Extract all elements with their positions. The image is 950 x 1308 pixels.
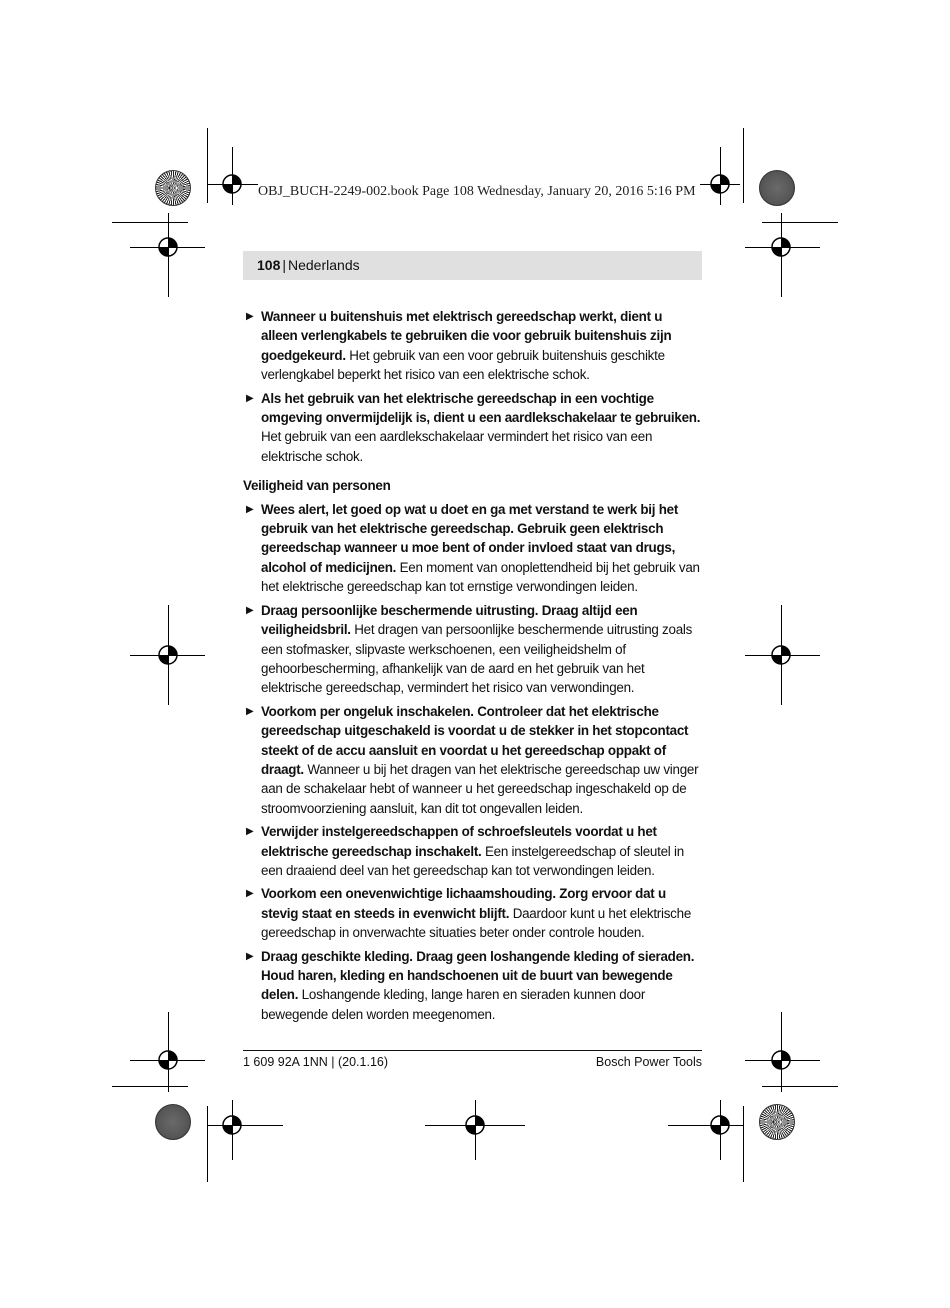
crop-mark — [762, 222, 838, 223]
registration-mark-icon — [461, 1111, 489, 1139]
page-header — [243, 251, 702, 280]
crop-mark — [112, 1086, 188, 1087]
item-lead: Voorkom per ongeluk inschakelen. Controleer dat het elektrische gereedschap uitgeschakeld is voordat u de stekker in het stopcontact steekt of de accu aansluit en voordat u het gereedschap oppakt of draagt. — [261, 703, 689, 777]
page-footer — [243, 1050, 702, 1071]
sunburst-target-icon — [759, 1104, 795, 1140]
crop-mark — [207, 128, 208, 203]
item-text: Loshangende kleding, lange haren en sieraden kunnen door bewegende delen worden meegenomen. — [261, 987, 646, 1022]
registration-mark-icon — [154, 641, 182, 669]
crop-mark — [112, 222, 188, 223]
section-name: Nederlands — [288, 257, 360, 273]
registration-mark-icon — [706, 170, 734, 198]
item-text: Het dragen van persoonlijke beschermende uitrusting zoals een stofmasker, slipvaste werkschoenen, een veiligheidshelm of gehoorbescherming, afhankelijk van de aard en het gebruik van het elektrische gereedschap, vermindert het risico van verwondingen. — [261, 622, 693, 696]
crop-mark — [762, 1086, 838, 1087]
registration-mark-icon — [218, 1111, 246, 1139]
list-item — [243, 947, 702, 1025]
item-text: Het gebruik van een voor gebruik buitenshuis geschikte verlengkabel beperkt het risico van een elektrische schok. — [261, 347, 665, 383]
item-lead: Draag geschikte kleding. Draag geen loshangende kleding of sieraden. Houd haren, kleding en handschoenen uit de buurt van bewegende delen. — [261, 948, 695, 1003]
item-text: Daardoor kunt u het elektrische gereedschap in onverwachte situaties beter onder controle houden. — [261, 905, 692, 941]
item-lead: Voorkom een onevenwichtige lichaamshouding. Zorg ervoor dat u stevig staat en steeds in evenwicht blijft. — [261, 886, 666, 921]
triangle-right-icon: ▶ — [246, 503, 254, 515]
item-lead: Wanneer u buitenshuis met elektrisch gereedschap werkt, dient u alleen verlengkabels te gebruiken die voor gebruik buitenshuis zijn goedgekeurd. — [261, 309, 672, 363]
grey-target-icon — [759, 170, 795, 206]
page-number: 108 — [257, 257, 281, 273]
triangle-right-icon: ▶ — [246, 826, 254, 838]
item-text: Wanneer u bij het dragen van het elektrische gereedschap uw vinger aan de schakelaar hebt of wanneer u het gereedschap ingeschakeld op de stroomvoorziening aansluit, kan dit tot ongevallen leiden. — [261, 761, 699, 816]
triangle-right-icon: ▶ — [246, 311, 254, 322]
item-lead: Verwijder instelgereedschappen of schroefsleutels voordat u het elektrische gereedschap inschakelt. — [261, 824, 657, 859]
page-content — [243, 307, 702, 1028]
section-heading: Veiligheid van personen — [243, 478, 391, 494]
item-text: Een instelgereedschap of sleutel in een draaiend deel van het gereedschap kan tot verwondingen leiden. — [261, 843, 684, 878]
footer-brand: Bosch Power Tools — [595, 1055, 702, 1069]
triangle-right-icon: ▶ — [246, 950, 254, 962]
printer-slug: OBJ_BUCH-2249-002.book Page 108 Wednesday, January 20, 2016 5:16 PM — [258, 184, 696, 199]
registration-mark-icon — [767, 641, 795, 669]
crop-mark — [743, 128, 744, 203]
sunburst-target-icon — [155, 170, 191, 206]
list-item — [243, 389, 702, 467]
footer-doc-id: 1 609 92A 1NN | (20.1.16) — [243, 1055, 389, 1069]
registration-mark-icon — [706, 1111, 734, 1139]
triangle-right-icon: ▶ — [246, 604, 254, 616]
list-item — [243, 822, 702, 880]
list-item — [243, 884, 702, 942]
item-lead: Wees alert, let goed op wat u doet en ga met verstand te werk bij het gebruik van het elektrische gereedschap. Gebruik geen elektrisch gereedschap wanneer u moe bent of onder invloed staat van drugs, alcohol of medicijnen. — [261, 501, 679, 575]
triangle-right-icon: ▶ — [246, 888, 254, 900]
item-lead: Als het gebruik van het elektrische gereedschap in een vochtige omgeving onvermijdelijk is, dient u een aardlekschakelaar te gebruiken. — [261, 390, 701, 426]
item-text: Het gebruik van een aardlekschakelaar vermindert het risico van een elektrische schok. — [261, 429, 653, 464]
list-item — [243, 601, 702, 698]
header-separator: | — [282, 257, 286, 273]
crop-mark — [207, 1106, 208, 1182]
list-item — [243, 307, 702, 385]
triangle-right-icon: ▶ — [246, 392, 254, 404]
registration-mark-icon — [154, 233, 182, 261]
registration-mark-icon — [767, 1046, 795, 1074]
item-lead: Draag persoonlijke beschermende uitrusting. Draag altijd een veiligheidsbril. — [261, 602, 638, 638]
registration-mark-icon — [767, 233, 795, 261]
item-text: Een moment van onoplettendheid bij het gebruik van het elektrische gereedschap kan tot ernstige verwondingen leiden. — [261, 559, 700, 595]
crop-mark — [743, 1106, 744, 1182]
list-item — [243, 702, 702, 818]
registration-mark-icon — [154, 1046, 182, 1074]
registration-mark-icon — [218, 170, 246, 198]
grey-target-icon — [155, 1104, 191, 1140]
triangle-right-icon: ▶ — [246, 705, 254, 717]
list-item — [243, 500, 702, 597]
